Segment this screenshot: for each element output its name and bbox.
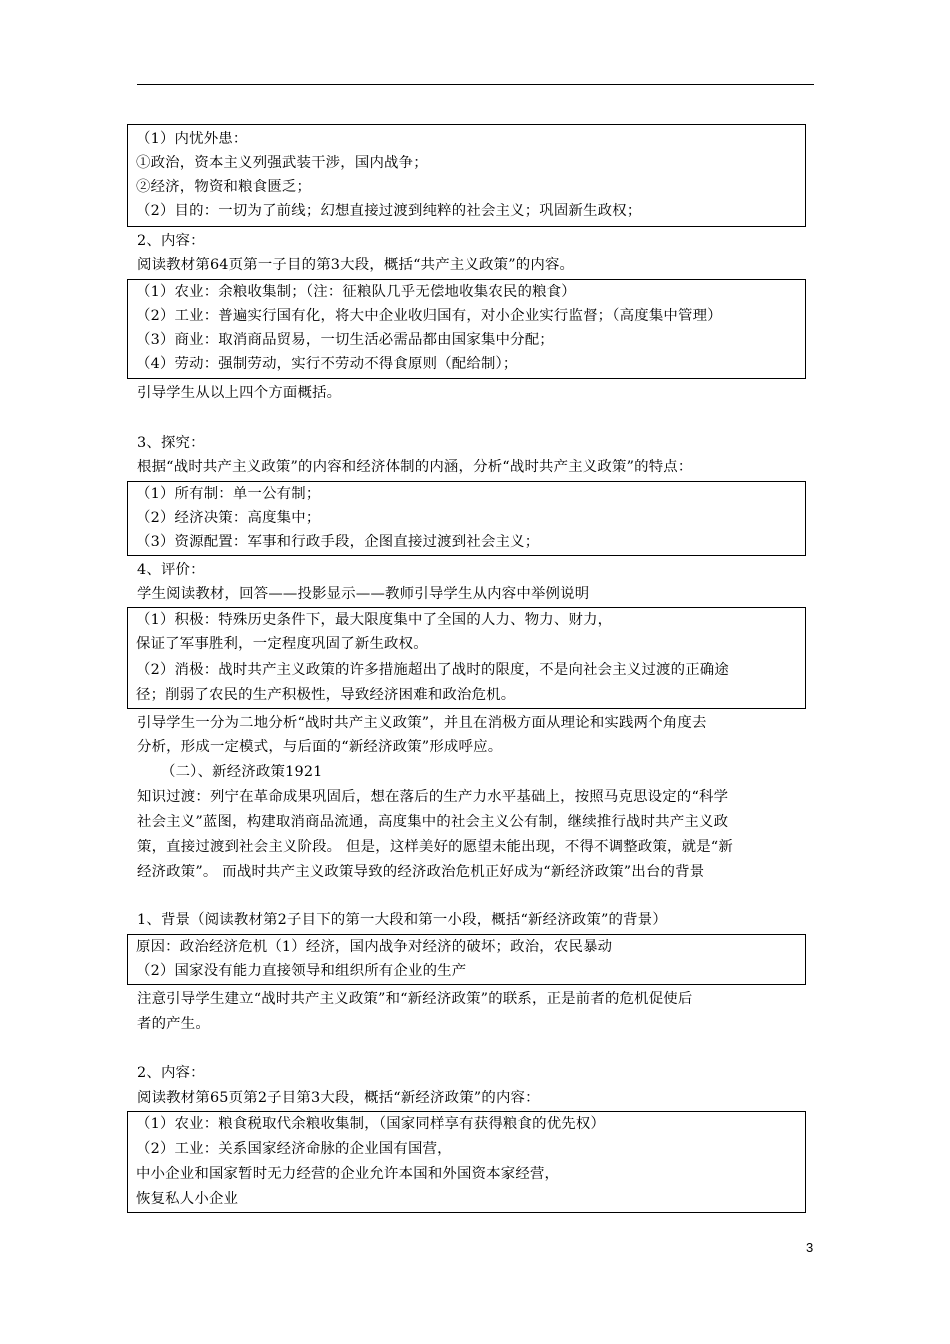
section-note: 者的产生。	[137, 1016, 210, 1032]
section-heading: 3、探究：	[137, 435, 205, 451]
box-line: （2）经济决策：高度集中；	[136, 510, 321, 526]
box-line: （1）所有制：单一公有制；	[136, 486, 321, 502]
box-line: （2）工业：普遍实行国有化，将大中企业收归国有，对小企业实行监督；（高度集中管理）	[136, 308, 722, 324]
box-background-causes	[127, 124, 806, 227]
header-rule	[137, 84, 814, 85]
box-policy-content	[127, 279, 806, 379]
box-line: （3）资源配置：军事和行政手段，企图直接过渡到社会主义；	[136, 534, 540, 550]
box-line: （2）国家没有能力直接领导和组织所有企业的生产	[136, 963, 467, 979]
box-line: （1）积极：特殊历史条件下，最大限度集中了全国的人力、物力、财力，	[136, 612, 613, 628]
box-line: （4）劳动：强制劳动，实行不劳动不得食原则（配给制）；	[136, 356, 518, 372]
box-line: 保证了军事胜利，一定程度巩固了新生政权。	[136, 636, 428, 652]
section-note: 注意引导学生建立“战时共产主义政策”和“新经济政策”的联系，正是前者的危机促使后	[137, 991, 693, 1007]
section-intro: 阅读教材第64页第一子目的第3大段，概括“共产主义政策”的内容。	[137, 257, 575, 273]
section-intro: 根据“战时共产主义政策”的内容和经济体制的内涵，分析“战时共产主义政策”的特点：	[137, 459, 693, 475]
transition-text: 策，直接过渡到社会主义阶段。 但是，这样美好的愿望未能出现，不得不调整政策，就是“新	[137, 839, 733, 855]
section-note: 分析，形成一定模式，与后面的“新经济政策”形成呼应。	[137, 739, 503, 755]
box-line: 恢复私人小企业	[136, 1191, 239, 1207]
section-note: 引导学生一分为二地分析“战时共产主义政策”，并且在消极方面从理论和实践两个角度去	[137, 715, 707, 731]
box-line: （2）目的：一切为了前线；幻想直接过渡到纯粹的社会主义；巩固新生政权；	[136, 203, 642, 219]
transition-text: 知识过渡：列宁在革命成果巩固后，想在落后的生产力水平基础上，按照马克思设定的“科学	[137, 789, 729, 805]
box-line: （2）工业：关系国家经济命脉的企业国有国营，	[136, 1141, 452, 1157]
transition-text: 社会主义”蓝图，构建取消商品流通，高度集中的社会主义公有制，继续推行战时共产主义政	[137, 814, 729, 830]
box-nep-content	[127, 1111, 806, 1213]
page-number: 3	[806, 1240, 814, 1255]
section-heading: 2、内容：	[137, 1065, 205, 1081]
box-line: 原因：政治经济危机（1）经济，国内战争对经济的破坏；政治，农民暴动	[136, 939, 613, 955]
section-heading: 4、评价：	[137, 562, 205, 578]
box-line: （3）商业：取消商品贸易，一切生活必需品都由国家集中分配；	[136, 332, 554, 348]
section-note: 引导学生从以上四个方面概括。	[137, 385, 342, 401]
box-line: 径；削弱了农民的生产积极性，导致经济困难和政治危机。	[136, 687, 516, 703]
part-heading: （二）、新经济政策1921	[161, 764, 323, 780]
section-intro: 阅读教材第65页第2子目第3大段，概括“新经济政策”的内容：	[137, 1090, 540, 1106]
transition-text: 经济政策”。 而战时共产主义政策导致的经济政治危机正好成为“新经济政策”出台的背景	[137, 864, 705, 880]
box-line: 中小企业和国家暂时无力经营的企业允许本国和外国资本家经营，	[136, 1166, 560, 1182]
box-line: （1）农业：余粮收集制；（注：征粮队几乎无偿地收集农民的粮食）	[136, 284, 576, 300]
box-line: （1）农业：粮食税取代余粮收集制，（国家同样享有获得粮食的优先权）	[136, 1116, 606, 1132]
section-intro: 学生阅读教材，回答——投影显示——教师引导学生从内容中举例说明	[137, 586, 590, 602]
section-heading: 2、内容：	[137, 233, 205, 249]
box-nep-background	[127, 934, 806, 985]
box-evaluation	[127, 607, 806, 709]
box-line: （1）内忧外患：	[136, 131, 248, 147]
section-heading: 1、背景（阅读教材第2子目下的第一大段和第一小段，概括“新经济政策”的背景）	[137, 912, 667, 928]
box-line: ②经济，物资和粮食匮乏；	[136, 179, 312, 195]
box-characteristics	[127, 481, 806, 556]
box-line: ①政治，资本主义列强武装干涉，国内战争；	[136, 155, 428, 171]
box-line: （2）消极：战时共产主义政策的许多措施超出了战时的限度，不是向社会主义过渡的正确途	[136, 662, 729, 678]
